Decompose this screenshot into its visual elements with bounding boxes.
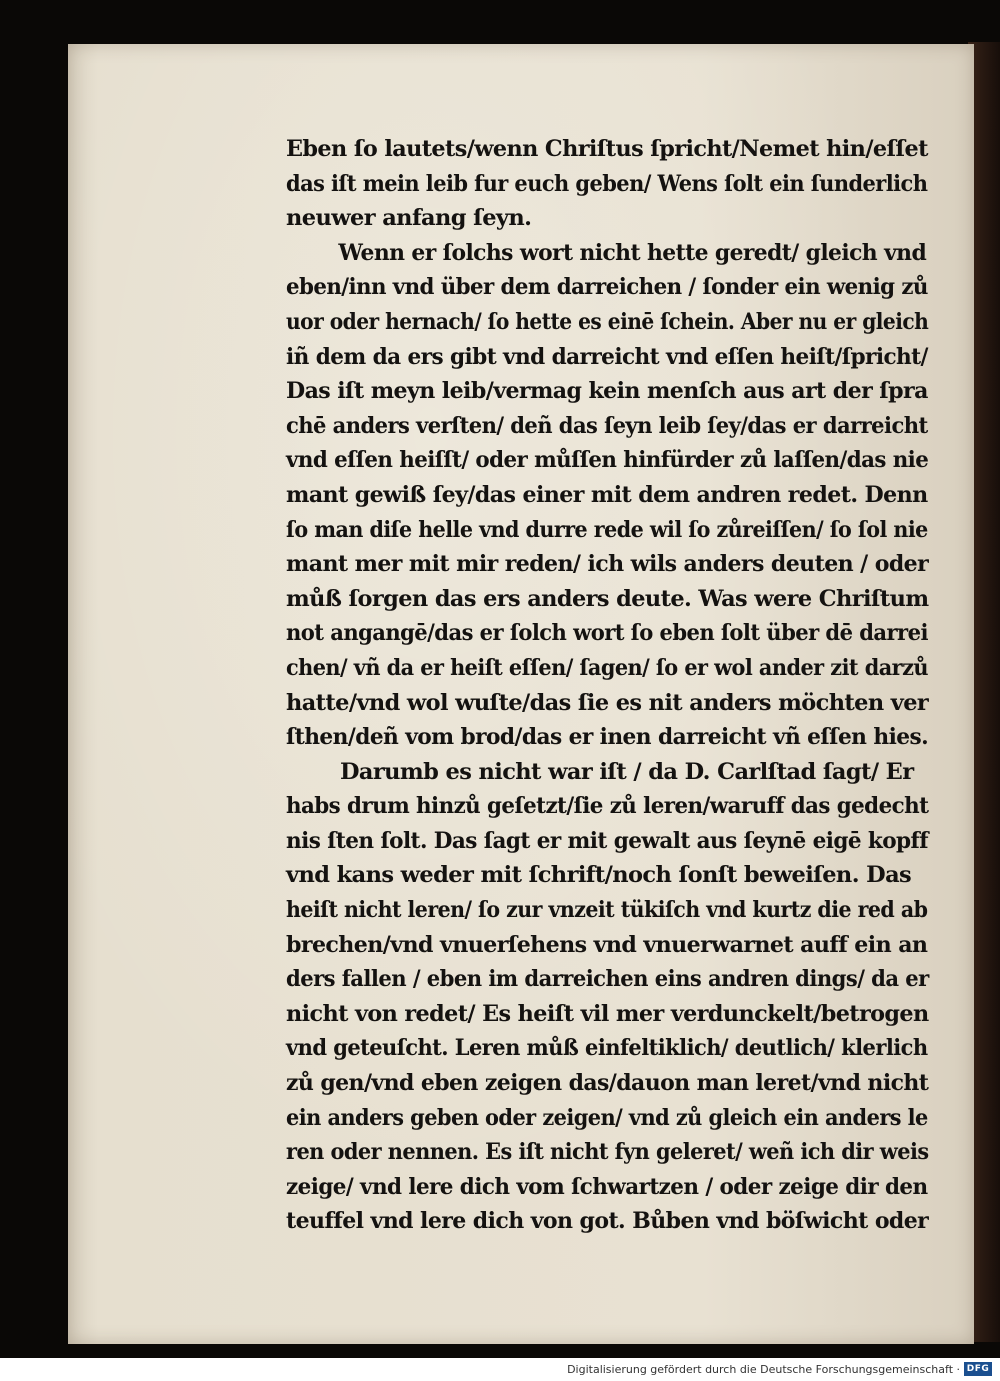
funding-notice: Digitalisierung gefördert durch die Deutsche Forschungsgemeinschaft · bbox=[567, 1363, 960, 1376]
text-line: habs drum hinzů geſetzt/ſie zů leren/waruff das gedecht bbox=[286, 793, 929, 820]
text-line: nis ſten ſolt. Das ſagt er mit gewalt aus ſeynē eigē kopff bbox=[286, 827, 928, 854]
text-line: teuffel vnd lere dich von got. Bůben vnd böſwicht oder bbox=[286, 1208, 929, 1235]
footer-bar bbox=[0, 1358, 1000, 1381]
text-line: nicht von redet/ Es heiſt vil mer verdunckelt/betrogen bbox=[286, 1000, 929, 1027]
text-line: vnd kans weder mit ſchrift/noch ſonſt beweiſen. Das bbox=[286, 862, 912, 889]
text-line: ein anders geben oder zeigen/ vnd zů gleich ein anders le bbox=[286, 1104, 928, 1131]
text-line: chen/ vñ da er heiſt eſſen/ ſagen/ ſo er wol ander zit darzů bbox=[286, 654, 928, 681]
text-line: das iſt mein leib fur euch geben/ Wens ſolt ein ſunderlich bbox=[286, 170, 928, 197]
text-line: ſthen/deñ vom brod/das er inen darreicht vñ eſſen hies. bbox=[286, 724, 929, 751]
text-line: iñ dem da ers gibt vnd darreicht vnd eſſen heiſt/ſpricht/ bbox=[286, 343, 928, 370]
dfg-logo-icon: DFG bbox=[964, 1362, 992, 1376]
page-text bbox=[286, 132, 929, 1239]
text-line: ren oder nennen. Es iſt nicht fyn geleret/ weñ ich dir weis bbox=[286, 1139, 929, 1166]
text-line: mant gewiß ſey/das einer mit dem andren redet. Denn bbox=[286, 481, 928, 508]
text-line: můß ſorgen das ers anders deute. Was were Chriſtum bbox=[286, 585, 929, 612]
text-line: mant mer mit mir reden/ ich wils anders deuten / oder bbox=[286, 551, 929, 578]
text-line: Das iſt meyn leib/vermag kein menſch aus art der ſpra bbox=[286, 378, 928, 405]
text-line: Wenn er ſolchs wort nicht hette geredt/ gleich vnd bbox=[338, 239, 927, 266]
text-line: ſo man diſe helle vnd durre rede wil ſo zůreiſſen/ ſo ſol nie bbox=[286, 516, 928, 543]
text-line: not angangē/das er ſolch wort ſo eben ſolt über dē darrei bbox=[286, 620, 928, 647]
text-line: zů gen/vnd eben zeigen das/dauon man leret/vnd nicht bbox=[286, 1070, 929, 1097]
text-line: hatte/vnd wol wuſte/das ſie es nit anders möchten ver bbox=[286, 689, 929, 716]
text-line: eben/inn vnd über dem darreichen / ſonder ein wenig zů bbox=[286, 274, 928, 301]
text-line: vnd eſſen heiſſt/ oder můſſen hinfürder zů laſſen/das nie bbox=[286, 447, 929, 474]
book-page bbox=[68, 44, 974, 1344]
text-line: ders fallen / eben im darreichen eins andren dings/ da er bbox=[286, 966, 929, 993]
text-line: neuwer anfang ſeyn. bbox=[286, 205, 532, 232]
text-line: brechen/vnd vnuerſehens vnd vnuerwarnet auff ein an bbox=[286, 931, 928, 958]
text-line: zeige/ vnd lere dich vom ſchwartzen / oder zeige dir den bbox=[286, 1173, 928, 1200]
text-line: vnd geteuſcht. Leren můß einfeltiklich/ deutlich/ klerlich bbox=[286, 1035, 928, 1062]
text-line: heiſt nicht leren/ ſo zur vnzeit tükiſch vnd kurtz die red ab bbox=[286, 897, 928, 924]
text-line: chē anders verſten/ deñ das ſeyn leib ſey/das er darreicht bbox=[286, 412, 928, 439]
text-line: uor oder hernach/ ſo hette es einē ſchein. Aber nu er gleich bbox=[286, 308, 929, 335]
text-line: Darumb es nicht war iſt / da D. Carlſtad ſagt/ Er bbox=[340, 758, 914, 785]
text-line: Eben ſo lautets/wenn Chriſtus ſpricht/Nemet hin/eſſet bbox=[286, 136, 928, 162]
